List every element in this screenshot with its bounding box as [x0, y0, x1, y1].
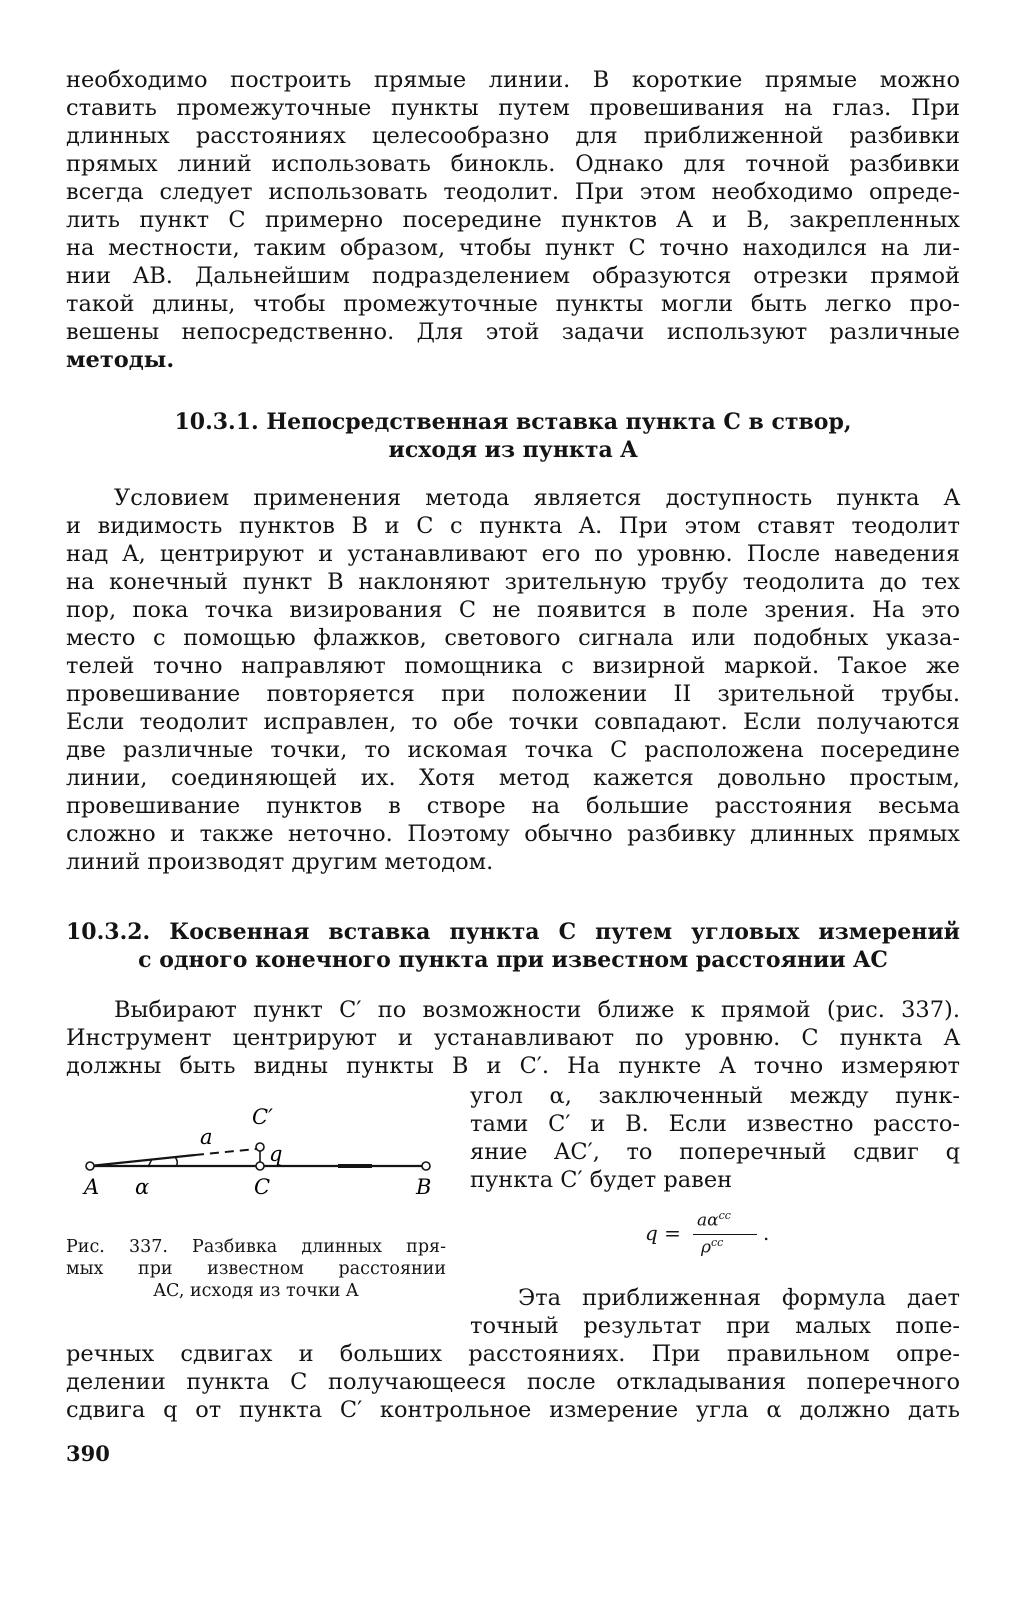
intro-line: такой длины, чтобы промежуточные пункты могли быть легко про- [66, 291, 960, 317]
formula-numerator: $a\alpha^{cc}$ [697, 1209, 731, 1231]
alpha-arc [175, 1157, 177, 1166]
section2-narrow-line: яние AC′, то поперечный сдвиг q [470, 1139, 960, 1165]
section1-line: Условием применения метода является доступность пункта A [114, 485, 960, 511]
page-number: 390 [66, 1441, 110, 1466]
label-c: C [254, 1175, 271, 1199]
section2-after-formula-line: Эта приближенная формула дает [518, 1285, 960, 1311]
section2-closing-line: речных сдвигах и больших расстояниях. При правильном опре- [66, 1341, 960, 1367]
section1-line: над A, центрируют и устанавливают его по уровню. После наведения [66, 541, 960, 567]
formula-q [645, 1209, 795, 1259]
section1-line: на конечный пункт B наклоняют зрительную трубу теодолита до тех [66, 569, 960, 595]
figure-caption-line: AC, исходя из точки A [153, 1281, 359, 1301]
section1-line: провешивание повторяется при положении II зрительной трубы. [66, 681, 960, 707]
section-heading-1-line2: исходя из пункта A [388, 437, 638, 463]
section1-line: пор, пока точка визирования C не появится в поле зрения. На это [66, 597, 960, 623]
intro-line: необходимо построить прямые линии. В короткие прямые можно [66, 67, 960, 93]
section-heading-1-line1: 10.3.1. Непосредственная вставка пункта C в створ, [174, 409, 852, 435]
section2-line: должны быть видны пункты B и C′. На пункте A точно измеряют [66, 1053, 960, 1079]
intro-line: лить пункт C примерно посередине пунктов A и B, закрепленных [66, 207, 960, 233]
sight-line-dashed [195, 1149, 256, 1155]
intro-line: нии AB. Дальнейшим подразделением образуются отрезки прямой [66, 263, 960, 289]
point-c-prime [256, 1143, 264, 1151]
section1-line: сложно и также неточно. Поэтому обычно разбивку длинных прямых [66, 821, 960, 847]
section2-narrow-line: пункта C′ будет равен [470, 1167, 733, 1193]
formula-fraction-bar [693, 1234, 757, 1235]
label-a: A [84, 1175, 100, 1199]
section-heading-2-line2: с одного конечного пункта при известном расстоянии AC [138, 947, 888, 973]
section1-line: линии, соединяющей их. Хотя метод кажется довольно простым, [66, 765, 960, 791]
intro-line: методы. [66, 347, 175, 373]
intro-line: на местности, таким образом, чтобы пункт C точно находился на ли- [66, 235, 960, 261]
intro-line: ставить промежуточные пункты путем провешивания на глаз. При [66, 95, 960, 121]
section2-closing-line: делении пункта C получающееся после откладывания поперечного [66, 1369, 960, 1395]
label-alpha: α [135, 1175, 150, 1199]
label-a-distance: a [200, 1125, 213, 1149]
section2-line: Инструмент центрируют и устанавливают по уровню. С пункта A [66, 1025, 960, 1051]
point-a [86, 1162, 94, 1170]
section1-line: Если теодолит исправлен, то обе точки совпадают. Если получаются [66, 709, 960, 735]
intro-line: всегда следует использовать теодолит. При этом необходимо опреде- [66, 179, 960, 205]
figure-caption-line: Рис. 337. Разбивка длинных пря- [66, 1237, 446, 1257]
section1-line: место с помощью флажков, светового сигнала или подобных указа- [66, 625, 960, 651]
label-c-prime: C′ [252, 1105, 273, 1129]
sight-line [90, 1155, 195, 1166]
intro-line: длинных расстояниях целесообразно для приближенной разбивки [66, 123, 960, 149]
formula-period: . [763, 1221, 770, 1245]
formula-denominator: $\rho^{cc}$ [701, 1236, 724, 1258]
section1-line: телей точно направляют помощника с визирной маркой. Такое же [66, 653, 960, 679]
intro-line: вешены непосредственно. Для этой задачи используют различные [66, 319, 960, 345]
formula-lhs: q = [645, 1221, 681, 1245]
section1-line: линий производят другим методом. [66, 849, 494, 875]
section2-closing-line: сдвига q от пункта C′ контрольное измерение угла α должно дать [66, 1397, 960, 1423]
figure-caption-line: мых при известном расстоянии [66, 1259, 446, 1279]
figure-337 [80, 1102, 450, 1202]
section2-narrow-line: тами C′ и B. Если известно рассто- [470, 1111, 960, 1137]
point-b [422, 1162, 430, 1170]
label-q: q [269, 1142, 283, 1166]
section2-narrow-line: угол α, заключенный между пунк- [470, 1083, 960, 1109]
section1-line: две различные точки, то искомая точка C расположена посередине [66, 737, 960, 763]
section-heading-2-line1: 10.3.2. Косвенная вставка пункта C путем угловых измерений [66, 919, 960, 945]
point-c [256, 1162, 264, 1170]
section2-after-formula-line: точный результат при малых попе- [470, 1313, 960, 1339]
intro-line: прямых линий использовать бинокль. Однако для точной разбивки [66, 151, 960, 177]
section2-line: Выбирают пункт C′ по возможности ближе к прямой (рис. 337). [114, 997, 960, 1023]
label-b: B [416, 1175, 432, 1199]
section1-line: провешивание пунктов в створе на большие расстояния весьма [66, 793, 960, 819]
section1-line: и видимость пунктов B и C с пункта A. При этом ставят теодолит [66, 513, 960, 539]
